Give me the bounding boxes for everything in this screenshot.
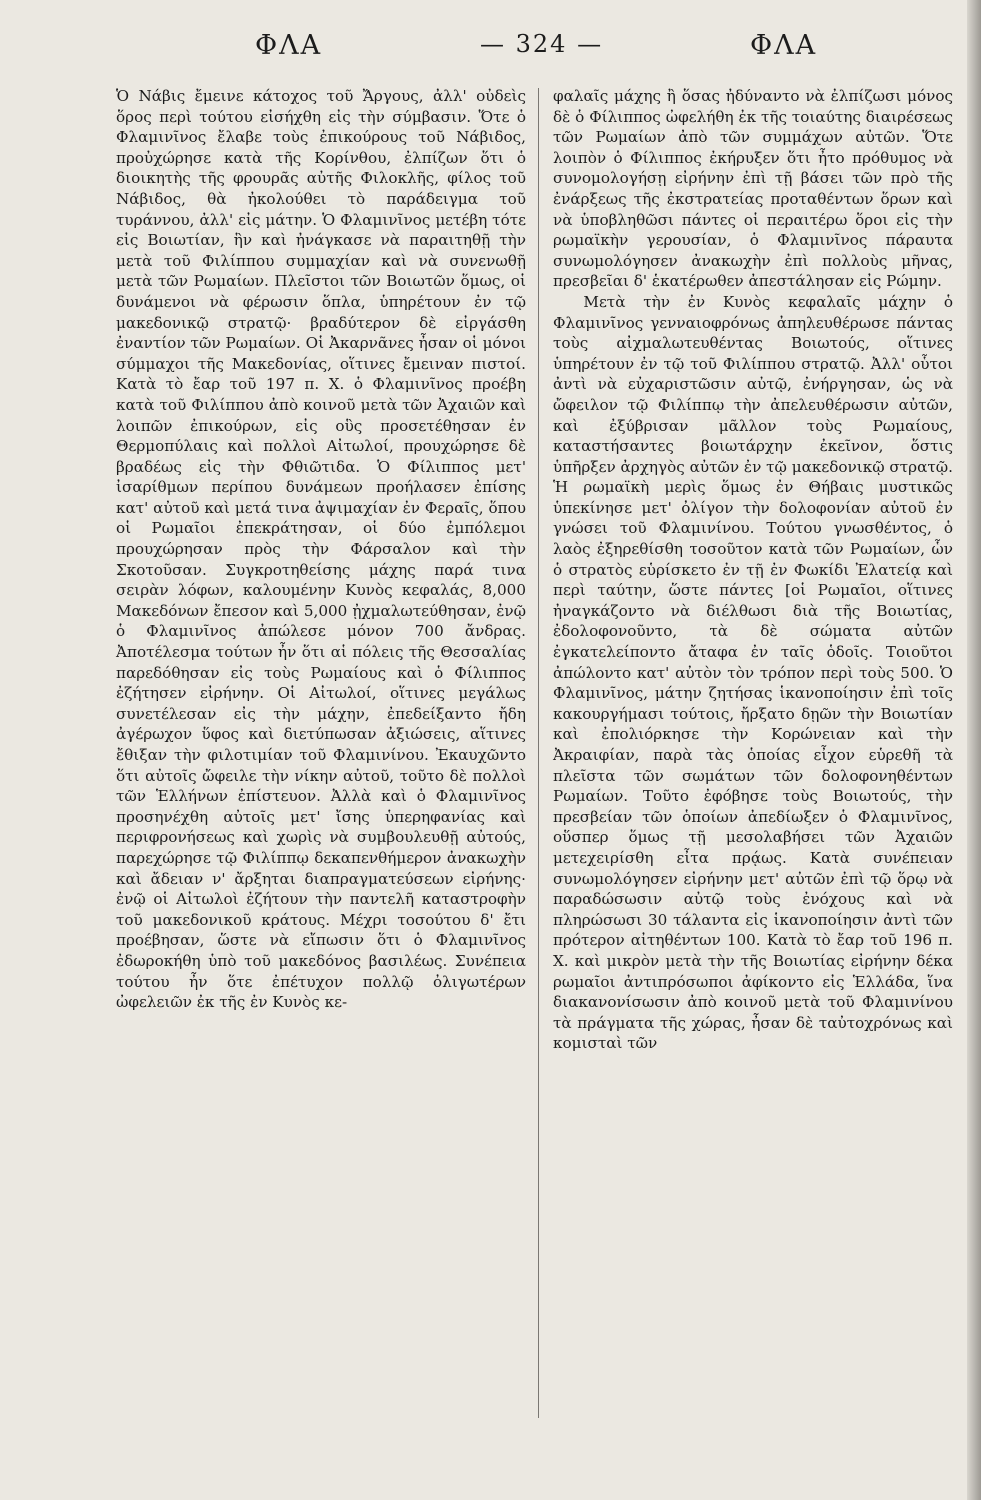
right-paragraph-2: Μετὰ τὴν ἐν Κυνὸς κεφαλαῖς μάχην ὁ Φλαμινῖνος γενναιοφρόνως ἀπηλευθέρωσε πάντας τοὺς αἰχμαλωτευθέντας Βοιωτούς, οἵτινες ὑπηρέτουν ἐν τῷ τοῦ Φιλίππου στρατῷ. Ἀλλ' οὗτοι ἀντὶ νὰ εὐχαριστῶσιν αὐτῷ, ἐνήργησαν, ὡς νὰ ὤφειλον τῷ Φιλίππῳ τὴν ἀπελευθέρωσιν αὐτῶν, καὶ ἐξύβρισαν μᾶλλον τοὺς Ρωμαίους, καταστήσαντες βοιωτάρχην ἐκεῖνον, ὅστις ὑπῆρξεν ἀρχηγὸς αὐτῶν ἐν τῷ μακεδονικῷ στρατῷ. Ἡ ρωμαϊκὴ μερὶς ὅμως ἐν Θήβαις μυστικῶς ὑπεκίνησε μετ' ὀλίγον τὴν δολοφονίαν αὐτοῦ ἐν γνώσει τοῦ Φλαμινίνου. Τούτου γνωσθέντος, ὁ λαὸς ἐξηρεθίσθη τοσοῦτον κατὰ τῶν Ρωμαίων, ὧν ὁ στρατὸς εὑρίσκετο ἐν τῇ ἐν Φωκίδι Ἐλατείᾳ καὶ περὶ ταύτην, ὥστε πάντες [οἱ Ρωμαῖοι, οἵτινες ἠναγκάζοντο νὰ διέλθωσι διὰ τῆς Βοιωτίας, ἐδολοφονοῦντο, τὰ δὲ σώματα αὐτῶν ἐγκατελείποντο ἄταφα ἐν ταῖς ὁδοῖς. Τοιοῦτοι ἀπώλοντο κατ' αὐτὸν τὸν τρόπον περὶ τοὺς 500. Ὁ Φλαμινῖνος, μάτην ζητήσας ἱκανοποίησιν ἐπὶ τοῖς κακουργήμασι τούτοις, ἤρξατο δῃῶν τὴν Βοιωτίαν καὶ ἐπολιόρκησε τὴν Κορώνειαν καὶ τὴν Ἀκραιφίαν, παρὰ τὰς ὁποίας εἶχον εὑρεθῆ τὰ πλεῖστα τῶν σωμάτων τῶν δολοφονηθέντων Ρωμαίων. Τοῦτο ἐφόβησε τοὺς Βοιωτούς, τὴν πρεσβείαν τῶν ὁποίων ἀπεδίωξεν ὁ Φλαμινῖνος, οὕσπερ ὅμως τῇ μεσολαβήσει τῶν Ἀχαιῶν μετεχειρίσθη εἶτα πρᾴως. Κατὰ συνέπειαν συνωμολόγησεν εἰρήνην μετ' αὐτῶν ἐπὶ τῷ ὅρῳ νὰ παραδώσωσιν αὐτῷ τοὺς ἐνόχους καὶ νὰ πληρώσωσι 30 τάλαντα εἰς ἱκανοποίησιν ἀντὶ τῶν πρότερον αἰτηθέντων 100. Κατὰ τὸ ἔαρ τοῦ 196 π. Χ. καὶ μικρὸν μετὰ τὴν τῆς Βοιωτίας εἰρήνην δέκα ρωμαῖοι ἀντιπρόσωποι ἀφίκοντο εἰς Ἑλλάδα, ἵνα διακανονίσωσιν ἀπὸ κοινοῦ μετὰ τοῦ Φλαμινίνου τὰ πράγματα τῆς χώρας, ἦσαν δὲ ταὐτοχρόνως καὶ κομισταὶ τῶν [553,292,953,1053]
column-divider [538,88,539,1418]
header-right-word: ΦΛΑ [750,30,818,61]
left-column [116,86,526,1013]
page-edge-shadow [967,0,981,1500]
left-paragraph-1: Ὁ Νάβις ἔμεινε κάτοχος τοῦ Ἄργους, ἀλλ' οὐδεὶς ὅρος περὶ τούτου εἰσήχθη εἰς τὴν σύμβασιν. Ὅτε ὁ Φλαμινῖνος ἔλαβε τοὺς ἐπικούρους τοῦ Νάβιδος, προὐχώρησε κατὰ τῆς Κορίνθου, ἐλπίζων ὅτι ὁ διοικητὴς τῆς φρουρᾶς αὐτῆς Φιλοκλῆς, φίλος τοῦ Νάβιδος, θὰ ἠκολούθει τὸ παράδειγμα τοῦ τυράννου, ἀλλ' εἰς μάτην. Ὁ Φλαμινῖνος μετέβη τότε εἰς Βοιωτίαν, ἣν καὶ ἠνάγκασε νὰ παραιτηθῇ τὴν μετὰ τοῦ Φιλίππου συμμαχίαν καὶ νὰ συνενωθῇ μετὰ τῶν Ρωμαίων. Πλεῖστοι τῶν Βοιωτῶν ὅμως, οἱ δυνάμενοι νὰ φέρωσιν ὅπλα, ὑπηρέτουν ἐν τῷ μακεδονικῷ στρατῷ· βραδύτερον δὲ εἰργάσθη ἐναντίον τῶν Ρωμαίων. Οἱ Ἀκαρνᾶνες ἦσαν οἱ μόνοι σύμμαχοι τῆς Μακεδονίας, οἵτινες ἔμειναν πιστοί. Κατὰ τὸ ἔαρ τοῦ 197 π. Χ. ὁ Φλαμινῖνος προέβη κατὰ τοῦ Φιλίππου ἀπὸ κοινοῦ μετὰ τῶν Ἀχαιῶν καὶ λοιπῶν ἐπικούρων, εἰς οὓς προσετέθησαν ἐν Θερμοπύλαις καὶ πολλοὶ Αἰτωλοί, προυχώρησε δὲ βραδέως εἰς τὴν Φθιῶτιδα. Ὁ Φίλιππος μετ' ἰσαρίθμων περίπου δυνάμεων προήλασεν ἐπίσης κατ' αὐτοῦ καὶ μετά τινα ἀψιμαχίαν ἐν Φεραῖς, ὅπου οἱ Ρωμαῖοι ἐπεκράτησαν, οἱ δύο ἐμπόλεμοι προυχώρησαν πρὸς τὴν Φάρσαλον καὶ τὴν Σκοτοῦσαν. Συγκροτηθείσης μάχης παρά τινα σειρὰν λόφων, καλουμένην Κυνὸς κεφαλάς, 8,000 Μακεδόνων ἔπεσον καὶ 5,000 ᾐχμαλωτεύθησαν, ἐνῷ ὁ Φλαμινῖνος ἀπώλεσε μόνον 700 ἄνδρας. Ἀποτέλεσμα τούτων ἦν ὅτι αἱ πόλεις τῆς Θεσσαλίας παρεδόθησαν εἰς τοὺς Ρωμαίους καὶ ὁ Φίλιππος ἐζήτησεν εἰρήνην. Οἱ Αἰτωλοί, οἵτινες μεγάλως συνετέλεσαν εἰς τὴν μάχην, ἐπεδείξαντο ἤδη ἀγέρωχον ὕφος καὶ διετύπωσαν ἀξιώσεις, αἵτινες ἔθιξαν τὴν φιλοτιμίαν τοῦ Φλαμινίνου. Ἐκαυχῶντο ὅτι αὐτοῖς ὤφειλε τὴν νίκην αὐτοῦ, τοῦτο δὲ πολλοὶ τῶν Ἑλλήνων ἐπίστευον. Ἀλλὰ καὶ ὁ Φλαμινῖνος προσηνέχθη αὐτοῖς μετ' ἴσης ὑπερηφανίας καὶ περιφρονήσεως καὶ χωρὶς νὰ συμβουλευθῇ αὐτούς, παρεχώρησε τῷ Φιλίππῳ δεκαπενθήμερον ἀνακωχὴν καὶ ἄδειαν ν' ἄρξηται διαπραγματεύσεων εἰρήνης· ἐνῷ οἱ Αἰτωλοὶ ἐζήτουν τὴν παντελῆ καταστροφὴν τοῦ μακεδονικοῦ κράτους. Μέχρι τοσούτου δ' ἔτι προέβησαν, ὥστε νὰ εἴπωσιν ὅτι ὁ Φλαμινῖνος ἐδωροκήθη ὑπὸ τοῦ μακεδόνος βασιλέως. Συνέπεια τούτου ἦν ὅτε ἐπέτυχον πολλῷ ὀλιγωτέρων ὠφελειῶν ἐκ τῆς ἐν Κυνὸς κε- [116,87,526,1012]
page-number: — 324 — [480,30,604,58]
header-left-word: ΦΛΑ [255,30,323,61]
right-paragraph-1: φαλαῖς μάχης ἢ ὅσας ἠδύναντο νὰ ἐλπίζωσι μόνος δὲ ὁ Φίλιππος ὠφελήθη ἐκ τῆς τοιαύτης διαιρέσεως τῶν Ρωμαίων ἀπὸ τῶν συμμάχων αὐτῶν. Ὅτε λοιπὸν ὁ Φίλιππος ἐκήρυξεν ὅτι ἦτο πρόθυμος νὰ συνομολογήσῃ εἰρήνην ἐπὶ τῇ βάσει τῶν πρὸ τῆς ἐνάρξεως τῆς ἐκστρατείας προταθέντων ὅρων καὶ νὰ ὑποβληθῶσι πάντες οἱ περαιτέρω ὅροι εἰς τὴν ρωμαϊκὴν γερουσίαν, ὁ Φλαμινῖνος πάραυτα συνωμολόγησεν ἀνακωχὴν ἐπὶ πολλοὺς μῆνας, πρεσβεῖαι δ' ἑκατέρωθεν ἀπεστάλησαν εἰς Ρώμην. [553,87,953,291]
page-header [90,30,941,70]
right-column [553,86,953,1054]
